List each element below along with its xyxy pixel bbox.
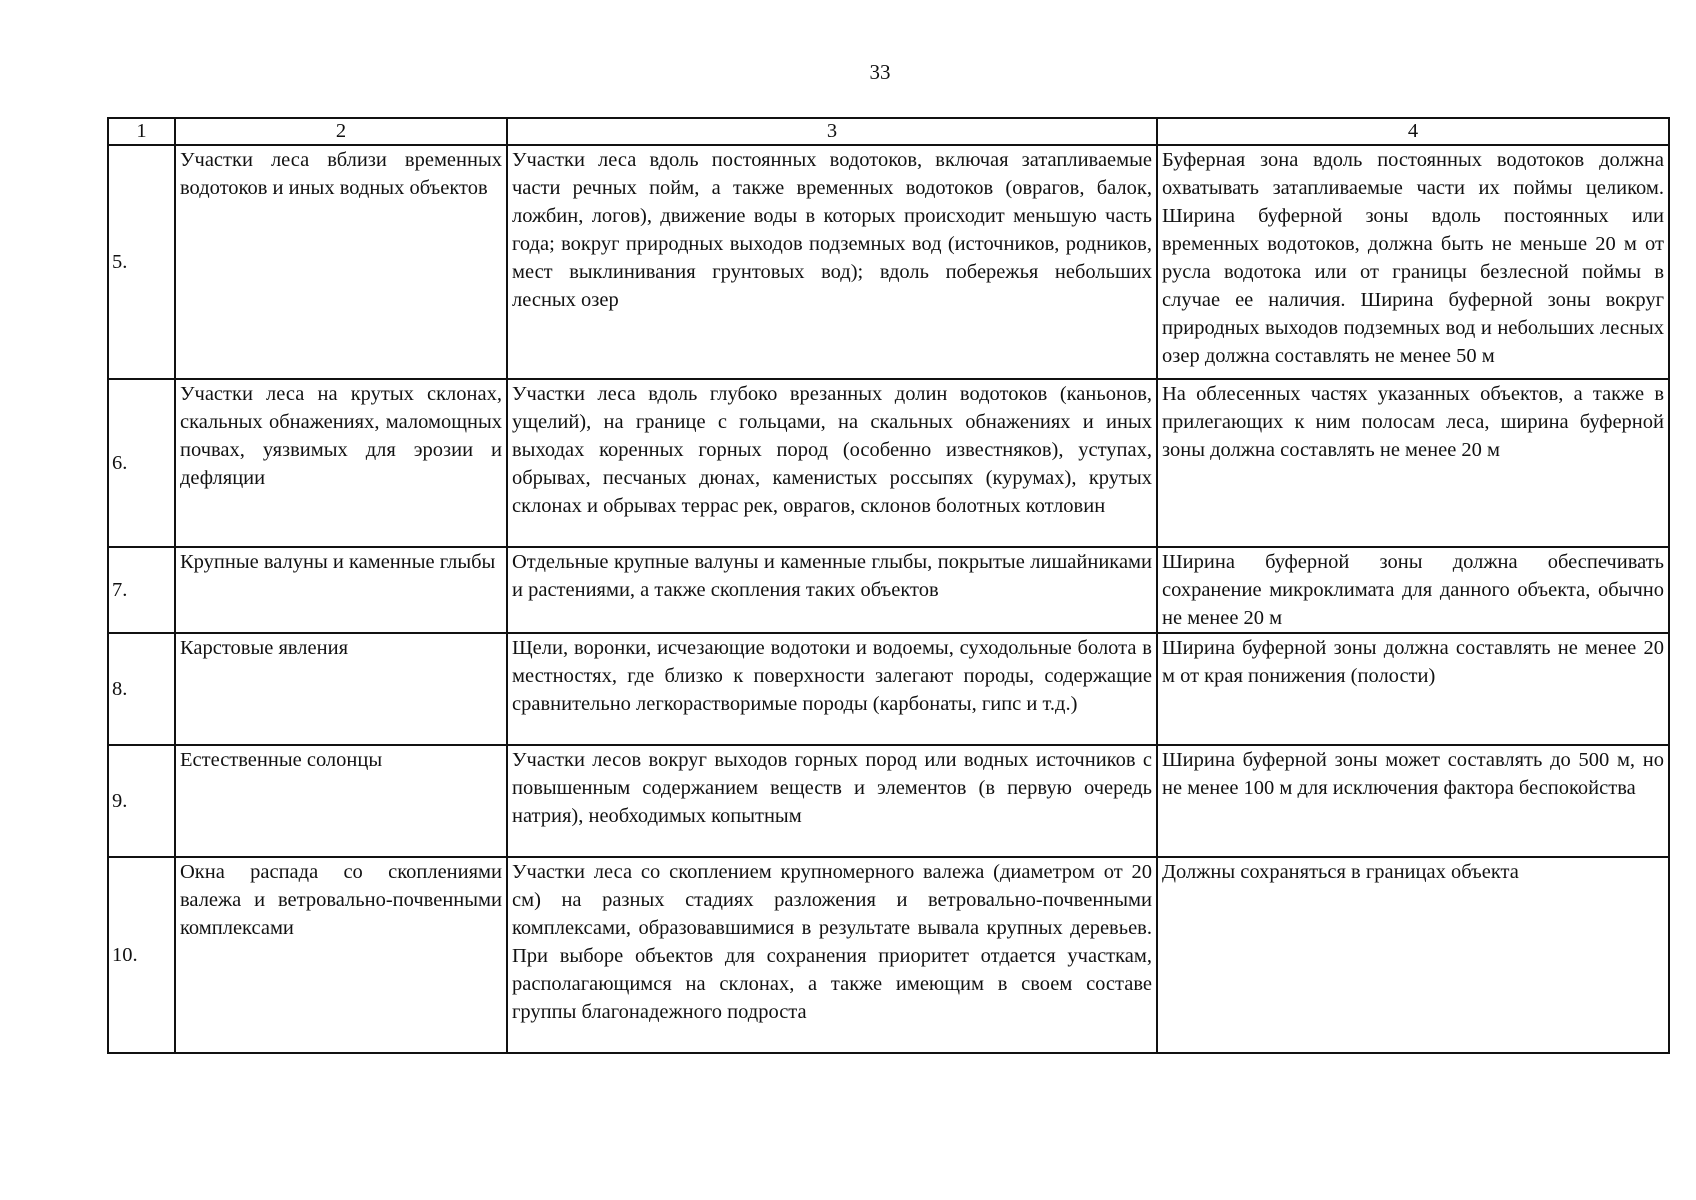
row-number: 6. xyxy=(108,379,175,547)
table-row xyxy=(108,145,1669,379)
column-header-4: 4 xyxy=(1157,118,1669,145)
buffer-zone-cell: Ширина буферной зоны должна составлять не менее 20 м от края понижения (полости) xyxy=(1157,633,1669,745)
object-name-cell: Участки леса на крутых склонах, скальных обнажениях, маломощных почвах, уязвимых для эрозии и дефляции xyxy=(175,379,507,547)
row-number: 10. xyxy=(108,857,175,1053)
row-number: 8. xyxy=(108,633,175,745)
column-header-2: 2 xyxy=(175,118,507,145)
table-row xyxy=(108,857,1669,1053)
buffer-zone-cell: На облесенных частях указанных объектов, а также в прилегающих к ним полосам леса, ширина буферной зоны должна составлять не менее 20 м xyxy=(1157,379,1669,547)
page-number: 33 xyxy=(869,60,891,84)
table-row xyxy=(108,379,1669,547)
buffer-zone-cell: Ширина буферной зоны должна обеспечивать сохранение микроклимата для данного объекта, обычно не менее 20 м xyxy=(1157,547,1669,633)
description-cell: Участки лесов вокруг выходов горных пород или водных источников с повышенным содержанием веществ и элементов (в первую очередь натрия), необходимых копытным xyxy=(507,745,1157,857)
object-name-cell: Участки леса вблизи временных водотоков и иных водных объектов xyxy=(175,145,507,379)
column-header-3: 3 xyxy=(507,118,1157,145)
object-name-cell: Естественные солонцы xyxy=(175,745,507,857)
table-row xyxy=(108,745,1669,857)
description-cell: Щели, воронки, исчезающие водотоки и водоемы, суходольные болота в местностях, где близко к поверхности залегают породы, содержащие сравнительно легкорастворимые породы (карбонаты, гипс и т.д.) xyxy=(507,633,1157,745)
row-number: 9. xyxy=(108,745,175,857)
buffer-zone-cell: Ширина буферной зоны может составлять до 500 м, но не менее 100 м для исключения фактора беспокойства xyxy=(1157,745,1669,857)
object-name-cell: Окна распада со скоплениями валежа и ветровально-почвенными комплексами xyxy=(175,857,507,1053)
row-number: 5. xyxy=(108,145,175,379)
buffer-zone-cell: Должны сохраняться в границах объекта xyxy=(1157,857,1669,1053)
table-row xyxy=(108,633,1669,745)
description-cell: Отдельные крупные валуны и каменные глыбы, покрытые лишайниками и растениями, а также скопления таких объектов xyxy=(507,547,1157,633)
buffer-zone-cell: Буферная зона вдоль постоянных водотоков должна охватывать затапливаемые части их поймы целиком. Ширина буферной зоны вдоль постоянных или временных водотоков, должна быть не меньше 20 м от русла водотока или от границы безлесной поймы в случае ее наличия. Ширина буферной зоны вокруг природных выходов подземных вод и небольших лесных озер должна составлять не менее 50 м xyxy=(1157,145,1669,379)
buffer-zone-table xyxy=(107,117,1670,1054)
description-cell: Участки леса вдоль глубоко врезанных долин водотоков (каньонов, ущелий), на границе с гольцами, на скальных обнажениях и иных выходах коренных горных пород (особенно известняков), уступах, обрывах, песчаных дюнах, каменистых россыпях (курумах), крутых склонах и обрывах террас рек, оврагов, склонов болотных котловин xyxy=(507,379,1157,547)
table-row xyxy=(108,547,1669,633)
table-header-row xyxy=(108,118,1669,145)
row-number: 7. xyxy=(108,547,175,633)
description-cell: Участки леса вдоль постоянных водотоков, включая затапливаемые части речных пойм, а также временных водотоков (оврагов, балок, ложбин, логов), движение воды в которых происходит меньшую часть года; вокруг природных выходов подземных вод (источников, родников, мест выклинивания грунтовых вод); вдоль побережья небольших лесных озер xyxy=(507,145,1157,379)
column-header-1: 1 xyxy=(108,118,175,145)
description-cell: Участки леса со скоплением крупномерного валежа (диаметром от 20 см) на разных стадиях разложения и ветровально-почвенными комплексами, образовавшимися в результате вывала крупных деревьев. При выборе объектов для сохранения приоритет отдается участкам, располагающимся на склонах, а также имеющим в своем составе группы благонадежного подроста xyxy=(507,857,1157,1053)
object-name-cell: Крупные валуны и каменные глыбы xyxy=(175,547,507,633)
object-name-cell: Карстовые явления xyxy=(175,633,507,745)
